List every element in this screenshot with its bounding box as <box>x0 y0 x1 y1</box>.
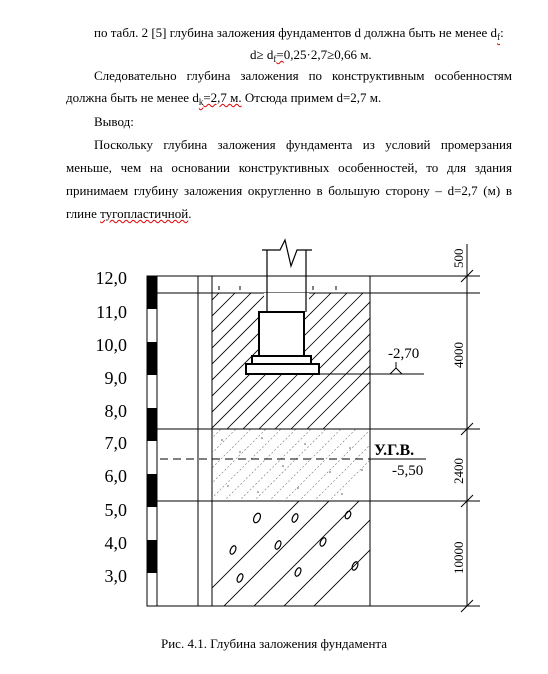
formula-part: d≥ d <box>250 47 274 62</box>
formula-part: 0,25·2,7≥0,66 м. <box>283 47 372 62</box>
formula-part: = <box>276 47 284 62</box>
groundwater-depth-label: -5,50 <box>392 463 424 479</box>
text-segment: . <box>188 206 192 221</box>
pebbles <box>229 510 359 583</box>
scale-label: 9,0 <box>104 368 127 388</box>
scale-label: 3,0 <box>104 566 127 586</box>
text-segment: =2,7 м. <box>203 90 242 105</box>
text-segment: должна быть не менее d <box>66 90 199 105</box>
scale-label: 4,0 <box>104 533 127 553</box>
scale-label: 8,0 <box>104 401 127 421</box>
level-lines <box>147 276 480 606</box>
text-line: принимаем глубину заложения округленно в большую сторону – d=2,7 (м) в <box>66 183 512 198</box>
text-segment: : <box>500 25 504 40</box>
thickness-label: 2400 <box>451 458 466 484</box>
text-line: меньше, чем на основании конструктивных особенностей, то для здания <box>66 160 512 175</box>
depth-scale-bar <box>147 276 157 606</box>
thickness-label: 10000 <box>451 541 466 574</box>
scale-label: 12,0 <box>95 268 127 288</box>
ground-surface-ticks <box>219 286 336 290</box>
subscript: k <box>198 97 204 107</box>
scale-label: 5,0 <box>104 500 127 520</box>
text-segment: тугопластичной <box>100 206 189 221</box>
text-line: Следовательно глубина заложения по конструктивным особенностям <box>94 68 512 83</box>
text-segment: по табл. 2 [5] глубина заложения фундаментов d должна быть не менее d <box>94 25 498 40</box>
thickness-label: 4000 <box>451 342 466 368</box>
scale-label: 10,0 <box>95 335 127 355</box>
foundation-depth-label: -2,70 <box>388 346 420 362</box>
scale-label: 6,0 <box>104 466 127 486</box>
foundation-depth-marker <box>319 362 424 374</box>
scale-label: 7,0 <box>104 433 127 453</box>
text-line: Поскольку глубина заложения фундамента из условий промерзания <box>94 137 512 152</box>
thickness-label: 500 <box>451 248 466 268</box>
scale-label: 11,0 <box>96 302 127 322</box>
foundation <box>246 312 319 374</box>
subscript: f <box>497 32 501 42</box>
subscript: f <box>273 54 277 64</box>
conclusion-heading: Вывод: <box>94 114 134 129</box>
figure-caption: Рис. 4.1. Глубина заложения фундамента <box>160 636 388 651</box>
gravel-layer-hatch <box>180 500 420 620</box>
groundwater-label: У.Г.В. <box>374 442 415 459</box>
text-segment: глине <box>66 206 101 221</box>
text-segment: Отсюда примем d=2,7 м. <box>241 90 382 105</box>
